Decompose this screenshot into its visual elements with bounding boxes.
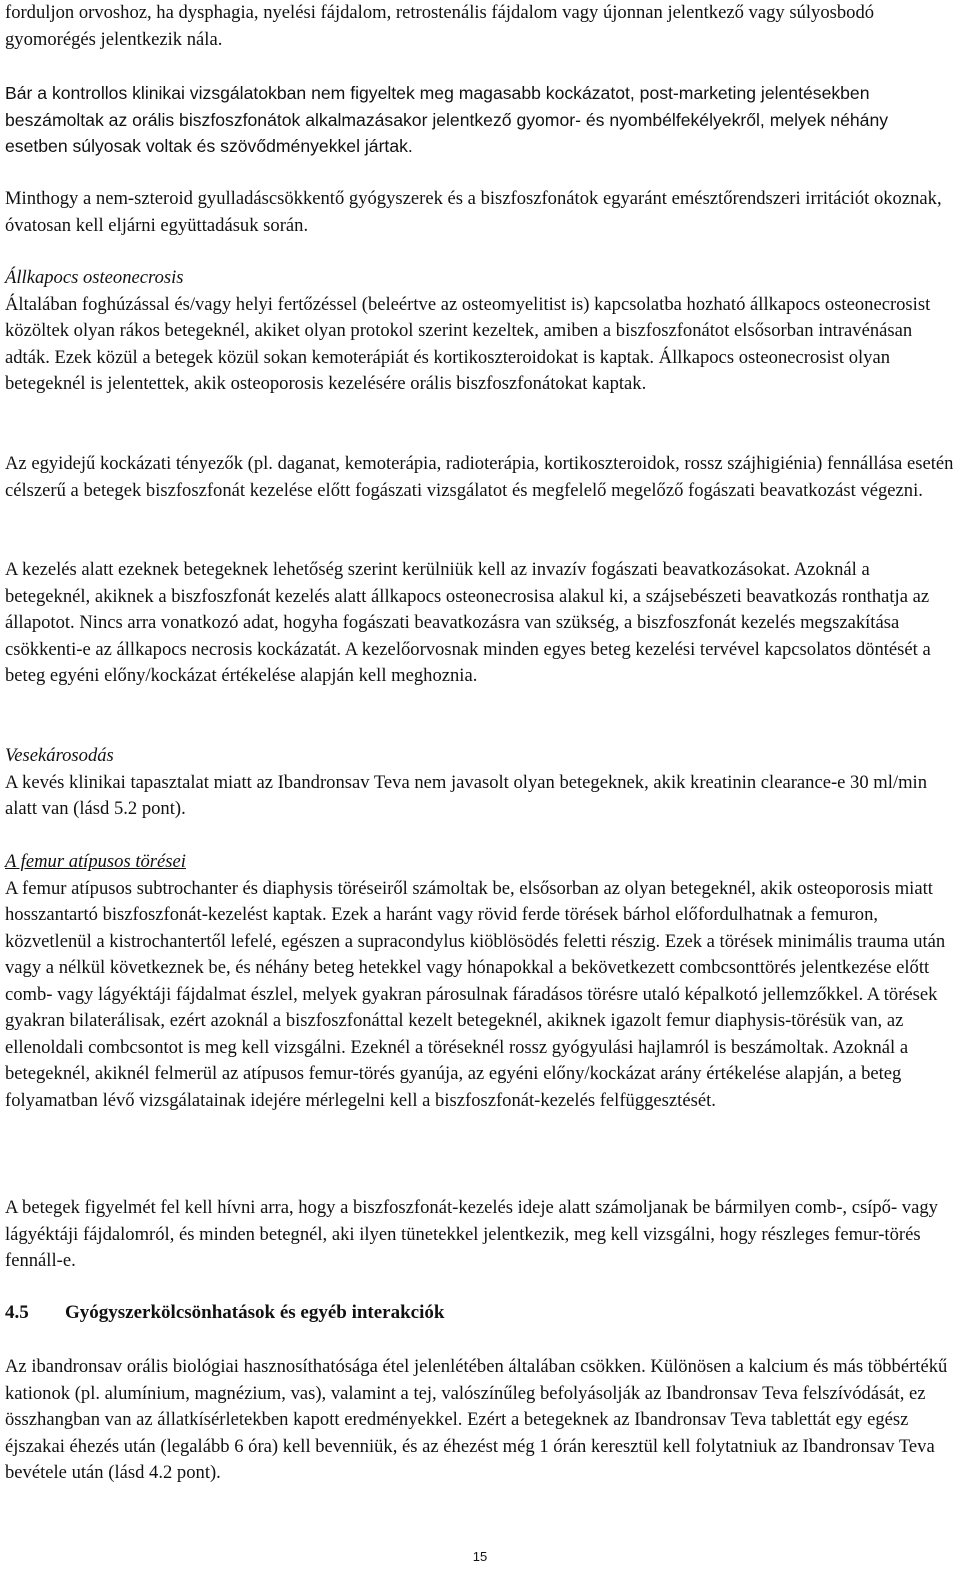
paragraph-bioavailability: Az ibandronsav orális biológiai hasznosíthatósága étel jelenlétében általában csökken. Különösen a kalcium és más többértékű kationok (pl. alumínium, magnézium, vas), valamint a tej, valószínűleg befolyásolják az Ibandronsav Teva felszívódását, ez összhangban van az állatkísérletekben kapott eredményekkel. Ezért a betegeknek az Ibandronsav Teva tablettát egy egész éjszakai éhezés után (legalább 6 óra) kell bevenniük, és az éhezést még 1 órán keresztül kell folytatniuk az Ibandronsav Teva bevétele után (lásd 4.2 pont). [5, 1356, 948, 1483]
subheading-jaw-osteonecrosis: Állkapocs osteonecrosis [5, 267, 184, 288]
subheading-atypical-femur-fractures: A femur atípusos törései [5, 851, 186, 872]
paragraph-dental-examination: Az egyidejű kockázati tényezők (pl. daganat, kemoterápia, radioterápia, kortikoszteroidok, rossz szájhigiénia) fennállása esetén célszerű a betegek biszfoszfonát kezelése előtt fogászati vizsgálatot és megfelelő megelőző fogászati beavatkozást végezni. [5, 453, 954, 501]
paragraph-renal-impairment: A kevés klinikai tapasztalat miatt az Ibandronsav Teva nem javasolt olyan betegeknek, akik kreatinin clearance-e 30 ml/min alatt van (lásd 5.2 pont). [5, 771, 928, 819]
paragraph-dysphagia-warning: forduljon orvoshoz, ha dysphagia, nyelési fájdalom, retrostenális fájdalom vagy újonnan jelentkező vagy súlyosbodó gyomorégés jelentkezik nála. [5, 2, 875, 50]
paragraph-jaw-osteonecrosis: Általában foghúzással és/vagy helyi fertőzéssel (beleértve az osteomyelitist is) kapcsolatba hozható állkapocs osteonecrosist közöltek olyan rákos betegeknél, akiket olyan protokol szerint kezeltek, amiben a biszfoszfonátot elsősorban intravénásan adták. Ezek közül a betegek közül sokan kemoterápiát és kortikoszteroidokat is kaptak. Állkapocs osteonecrosist olyan betegeknél is jelentettek, akik osteoporosis kezelésére orális biszfoszfonátokat kaptak. [5, 293, 931, 394]
page-number: 15 [472, 1549, 488, 1564]
paragraph-atypical-femur-fractures: A femur atípusos subtrochanter és diaphysis töréseiről számoltak be, elsősorban az olyan betegeknél, akik osteoporosis miatt hosszantartó biszfoszfonát-kezelést kaptak. Ezek a haránt vagy rövid ferde törések bárhol előfordulhatnak a femuron, közvetlenül a kistrochantertől lefelé, egészen a supracondylus kiöblösödés feletti részig. Ezek a törések minimális trauma után vagy a nélkül következnek be, és néhány beteg hetekkel vagy hónapokkal a bekövetkezett combcsonttörés jelentkezése előtt comb- vagy lágyéktáji fájdalmat észlel, melyek gyakran párosulnak fáradásos törésre utaló képalkotó jellemzőkkel. A törések gyakran bilaterálisak, ezért azoknál a biszfoszfonáttal kezelt betegeknél, akiknek igazolt femur diaphysis-törésük van, az ellenoldali combcsontot is meg kell vizsgálni. Ezeknél a töréseknél rossz gyógyulási hajlamról is beszámoltak. Azoknál a betegeknél, akiknél felmerül az atípusos femur-törés gyanúja, az egyéni előny/kockázat arány értékelése alapján, a beteg folyamatban lévő vizsgálatainak idejére mérlegelni kell a biszfoszfonát-kezelés felfüggesztését. [5, 877, 946, 1111]
section-number: 4.5 [5, 1302, 29, 1323]
subheading-renal-impairment: Vesekárosodás [5, 745, 114, 766]
section-jaw-osteonecrosis [5, 265, 955, 398]
section-renal-impairment [5, 743, 955, 823]
section-title: Gyógyszerkölcsönhatások és egyéb interakciók [65, 1302, 445, 1323]
paragraph-patient-advice: A betegek figyelmét fel kell hívni arra, hogy a biszfoszfonát-kezelés ideje alatt számoljanak be bármilyen comb-, csípő- vagy lágyéktáji fájdalomról, és minden betegnél, aki ilyen tünetekkel jelentkezik, meg kell vizsgálni, hogy részleges femur-törés fennáll-e. [5, 1197, 938, 1271]
section-heading-4-5 [5, 1300, 444, 1326]
section-atypical-femur-fractures [5, 849, 955, 1114]
paragraph-nsaid-caution: Minthogy a nem-szteroid gyulladáscsökkentő gyógyszerek és a biszfoszfonátok egyaránt emésztőrendszeri irritációt okoznak, óvatosan kell eljárni együttadásuk során. [5, 188, 942, 236]
paragraph-postmarketing-ulcers: Bár a kontrollos klinikai vizsgálatokban nem figyeltek meg magasabb kockázatot, post-marketing jelentésekben beszámoltak az orális biszfoszfonátok alkalmazásakor jelentkező gyomor- és nyombélfekélyekről, melyek néhány esetben súlyosak voltak és szövődményekkel jártak. [5, 83, 889, 156]
paragraph-invasive-dental-procedures: A kezelés alatt ezeknek betegeknek lehetőség szerint kerülniük kell az invazív fogászati beavatkozásokat. Azoknál a betegeknél, akiknek a biszfoszfonát kezelés alatt állkapocs osteonecrosisa alakul ki, a szájsebészeti beavatkozás ronthatja az állapotot. Nincs arra vonatkozó adat, hogyha fogászati beavatkozásra van szükség, a biszfoszfonát kezelés megszakítása csökkenti-e az állkapocs necrosis kockázatát. A kezelőorvosnak minden egyes beteg kezelési tervével kapcsolatos döntését a beteg egyéni előny/kockázat értékelése alapján kell meghoznia. [5, 559, 931, 686]
